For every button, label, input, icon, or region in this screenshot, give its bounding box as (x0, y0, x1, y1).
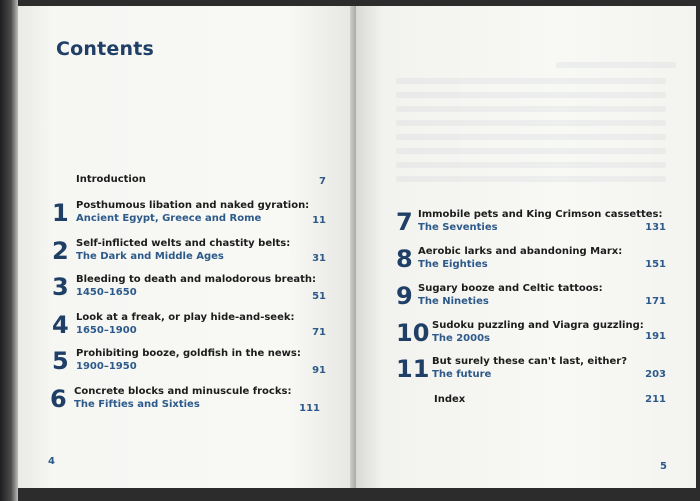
chapter-title: Concrete blocks and minuscule frocks: (74, 386, 292, 397)
chapter-title: Sugary booze and Celtic tattoos: (418, 283, 603, 294)
chapter-title: Self-inflicted welts and chastity belts: (76, 238, 291, 249)
chapter-number: 3 (52, 273, 69, 301)
chapter-subtitle: 1900–1950 (76, 361, 137, 372)
toc-entry[interactable] (356, 279, 696, 313)
chapter-subtitle: The Seventies (418, 222, 498, 233)
chapter-number: 5 (52, 347, 69, 375)
chapter-title: Sudoku puzzling and Viagra guzzling: (432, 320, 644, 331)
chapter-subtitle: 1450–1650 (76, 287, 137, 298)
show-through-text (396, 106, 666, 112)
toc-entry[interactable] (18, 196, 354, 230)
toc-entry[interactable] (356, 352, 696, 386)
chapter-page: 11 (312, 215, 326, 226)
chapter-subtitle: The 2000s (432, 333, 490, 344)
show-through-text (396, 162, 666, 168)
chapter-number: 1 (52, 199, 69, 227)
toc-entry[interactable] (356, 205, 696, 239)
chapter-title: Aerobic larks and abandoning Marx: (418, 246, 623, 257)
introduction-label: Introduction (76, 174, 146, 185)
toc-entry-index[interactable] (356, 390, 696, 424)
index-label: Index (434, 394, 466, 405)
show-through-text (396, 92, 666, 98)
chapter-number: 8 (396, 245, 413, 273)
chapter-page: 171 (645, 296, 666, 307)
book-edge (0, 0, 18, 501)
toc-entry[interactable] (18, 344, 354, 378)
toc-entry[interactable] (18, 308, 354, 342)
page-number: 4 (48, 456, 55, 467)
chapter-title: Look at a freak, or play hide-and-seek: (76, 312, 295, 323)
show-through-text (396, 148, 666, 154)
chapter-page: 31 (312, 253, 326, 264)
index-page: 211 (645, 394, 666, 405)
chapter-page: 51 (312, 291, 326, 302)
chapter-page: 71 (312, 327, 326, 338)
chapter-title: Prohibiting booze, goldfish in the news: (76, 348, 301, 359)
show-through-text (396, 120, 666, 126)
introduction-page: 7 (319, 176, 326, 187)
page-number: 5 (660, 461, 667, 472)
right-page (356, 6, 696, 488)
chapter-number: 4 (52, 311, 69, 339)
toc-entry[interactable] (356, 316, 696, 350)
chapter-subtitle: The Eighties (418, 259, 488, 270)
chapter-number: 9 (396, 282, 413, 310)
toc-entry[interactable] (18, 234, 354, 268)
chapter-subtitle: The Fifties and Sixties (74, 399, 200, 410)
chapter-title: But surely these can't last, either? (432, 356, 628, 367)
show-through-text (396, 176, 666, 182)
chapter-number: 6 (50, 385, 67, 413)
chapter-number: 7 (396, 208, 413, 236)
chapter-subtitle: Ancient Egypt, Greece and Rome (76, 213, 262, 224)
chapter-subtitle: The Dark and Middle Ages (76, 251, 224, 262)
chapter-page: 91 (312, 365, 326, 376)
toc-entry[interactable] (356, 242, 696, 276)
chapter-number: 10 (396, 319, 430, 347)
chapter-title: Bleeding to death and malodorous breath: (76, 274, 317, 285)
chapter-subtitle: The Nineties (418, 296, 489, 307)
show-through-text (396, 78, 666, 84)
show-through-text (556, 62, 676, 68)
chapter-title: Immobile pets and King Crimson cassettes: (418, 209, 663, 220)
chapter-title: Posthumous libation and naked gyration: (76, 200, 310, 211)
chapter-page: 151 (645, 259, 666, 270)
chapter-subtitle: 1650–1900 (76, 325, 137, 336)
toc-entry[interactable] (18, 270, 354, 304)
chapter-page: 131 (645, 222, 666, 233)
chapter-page: 203 (645, 369, 666, 380)
chapter-number: 11 (396, 355, 430, 383)
chapter-page: 191 (645, 331, 666, 342)
chapter-subtitle: The future (432, 369, 492, 380)
toc-entry[interactable] (18, 382, 354, 416)
show-through-text (396, 134, 666, 140)
chapter-page: 111 (299, 403, 320, 414)
chapter-number: 2 (52, 237, 69, 265)
contents-heading: Contents (56, 38, 155, 60)
left-page (18, 6, 354, 488)
